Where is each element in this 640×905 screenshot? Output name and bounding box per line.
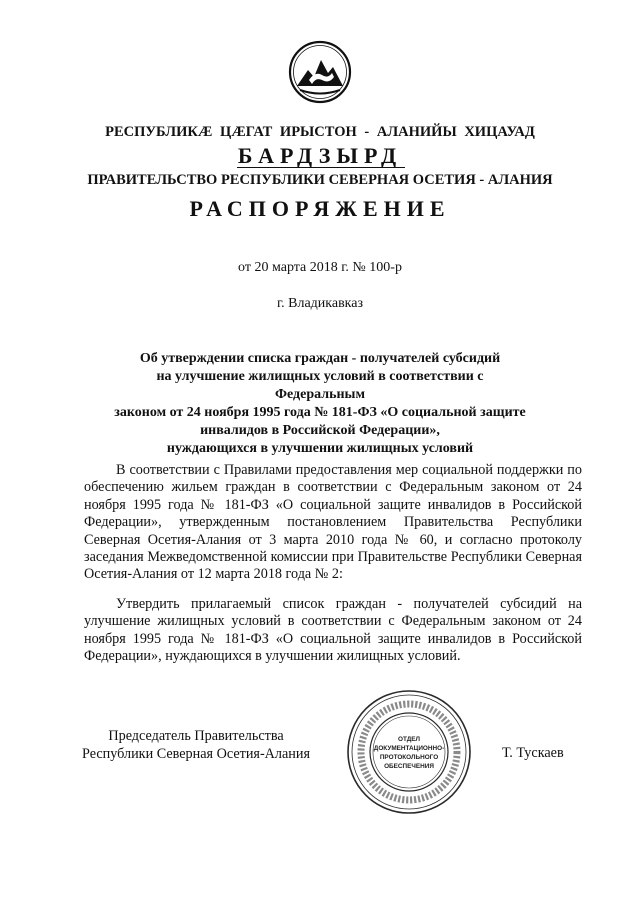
seal-text: ОБЕСПЕЧЕНИЯ: [384, 763, 434, 770]
ossetian-government-line: РЕСПУБЛИКӔ ЦӔГАТ ИРЫСТОН - АЛАНИЙЫ ХИЦАУАД: [105, 124, 535, 140]
title-line: на улучшение жилищных условий в соответствии с Федеральным: [156, 369, 484, 402]
coat-of-arms-emblem: [288, 40, 352, 104]
russian-government-line: ПРАВИТЕЛЬСТВО РЕСПУБЛИКИ СЕВЕРНАЯ ОСЕТИЯ - АЛАНИЯ: [87, 172, 553, 188]
signatory-name: Т. Тускаев: [502, 745, 564, 761]
document-city: г. Владикавказ: [276, 296, 364, 311]
signatory-position-line: Председатель Правительства: [108, 728, 284, 744]
seal-text: ОТДЕЛ: [397, 736, 421, 743]
seal-text: ПРОТОКОЛЬНОГО: [379, 754, 439, 761]
signatory-position: [76, 727, 316, 763]
ossetian-document-type: БАРДЗЫРД: [237, 143, 403, 168]
title-line: Об утверждении списка граждан - получателей субсидий: [139, 351, 501, 366]
title-line: инвалидов в Российской Федерации»,: [200, 423, 440, 438]
official-seal-stamp: [345, 688, 473, 816]
russian-document-type: РАСПОРЯЖЕНИЕ: [189, 196, 451, 221]
header-divider: [237, 167, 405, 168]
body-paragraph-resolution: Утвердить прилагаемый список граждан - получателей субсидий на улучшение жилищных условий в соответствии с Федеральным законом от 24 ноября 1995 года № 181-ФЗ «О социальной защите инвалидов в Российской Федерации», нуждающихся в улучшении жилищных условий.: [84, 596, 582, 665]
signatory-position-line: Республики Северная Осетия-Алания: [81, 746, 310, 762]
title-line: законом от 24 ноября 1995 года № 181-ФЗ «О социальной защите: [114, 405, 526, 420]
document-date-number: от 20 марта 2018 г. № 100-р: [238, 260, 402, 275]
document-title: [110, 350, 530, 458]
body-paragraph-preamble: В соответствии с Правилами предоставления мер социальной поддержки по обеспечению жильем граждан в соответствии с Федеральным законом от 24 ноября 1995 года № 181-ФЗ «О социальной защите инвалидов в Российской Федерации», утвержденным постановлением Правительства Республики Северная Осетия-Алания от 3 марта 2010 года № 60, и согласно протоколу заседания Межведомственной комиссии при Правительстве Республики Северная Осетия-Алания от 12 марта 2018 года № 2:: [84, 462, 582, 583]
title-line: нуждающихся в улучшении жилищных условий: [166, 441, 474, 456]
seal-text: ДОКУМЕНТАЦИОННО-: [373, 745, 445, 752]
